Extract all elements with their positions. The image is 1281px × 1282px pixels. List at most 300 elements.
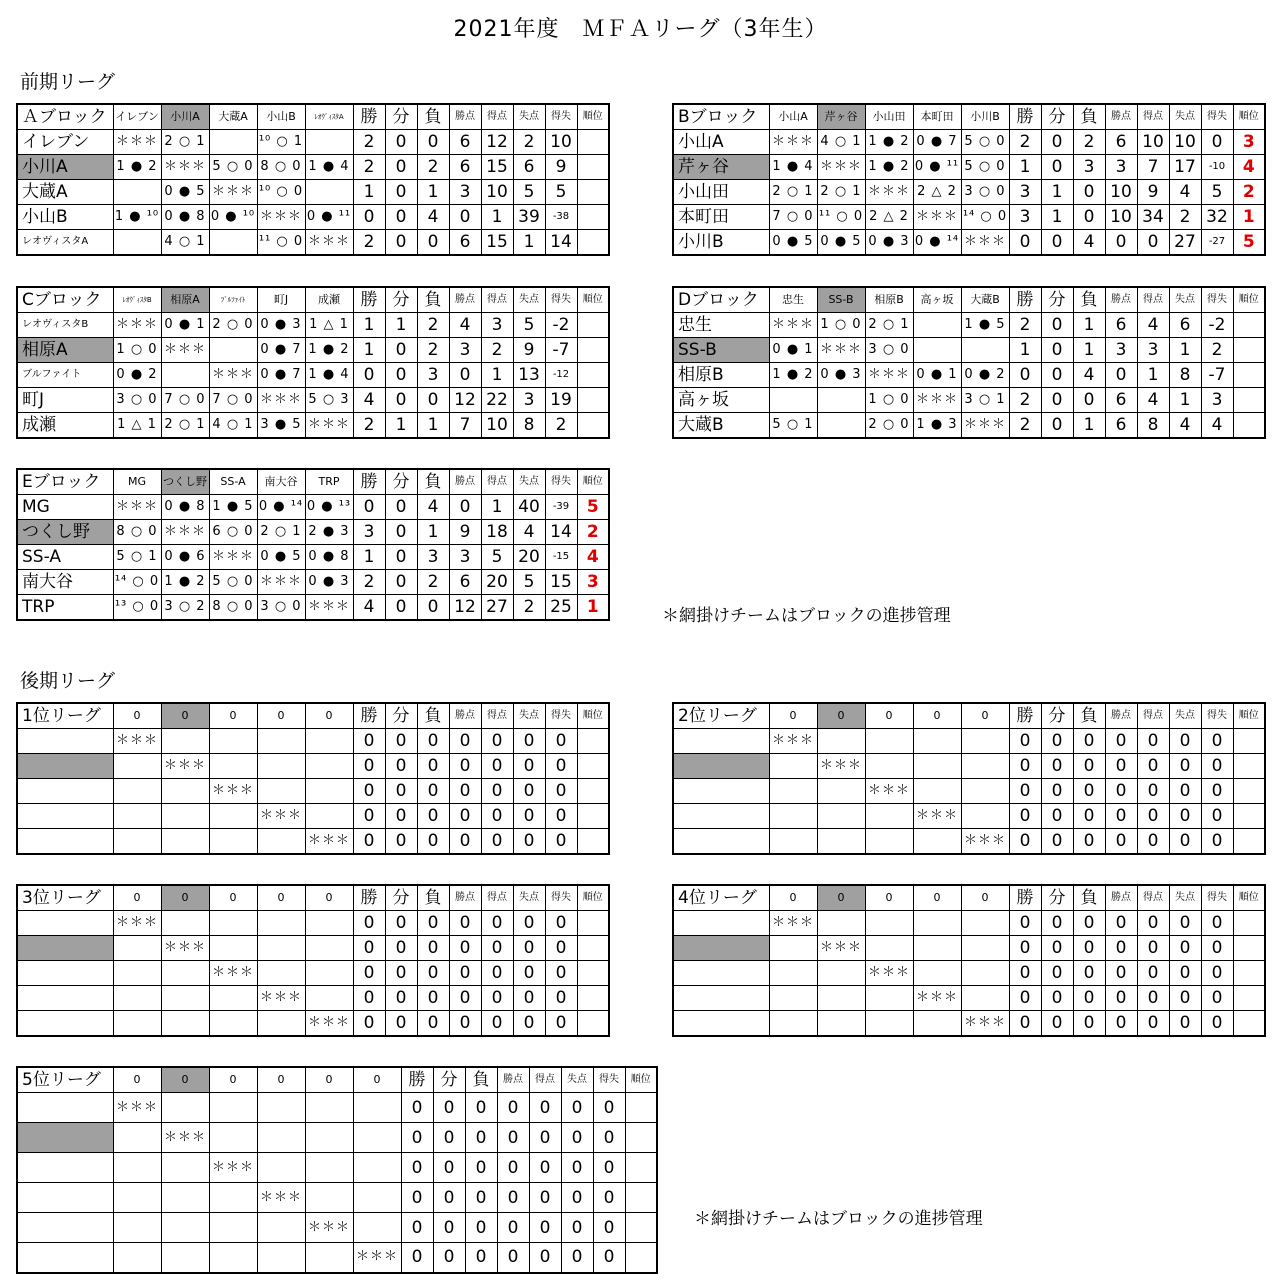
stat-value: 2 xyxy=(513,595,545,621)
stat-value: 0 xyxy=(529,1183,561,1213)
team-name xyxy=(673,829,769,855)
stat-value: 8 xyxy=(1137,413,1169,439)
stat-value: 3 xyxy=(449,545,481,570)
stat-header: 順位 xyxy=(577,703,609,729)
stat-value: 0 xyxy=(1105,363,1137,388)
match-result xyxy=(113,1011,161,1037)
stat-value: 0 xyxy=(481,1011,513,1037)
match-result: 1 ● 4 xyxy=(305,363,353,388)
stat-value xyxy=(577,804,609,829)
stat-value: 6 xyxy=(1105,130,1137,155)
stat-value: 0 xyxy=(1201,1011,1233,1037)
match-result: ＊＊＊ xyxy=(913,986,961,1011)
stat-value: 1 xyxy=(1073,338,1105,363)
stat-header: 勝点 xyxy=(1105,703,1137,729)
block-title: 5位リーグ xyxy=(17,1067,113,1093)
stat-value xyxy=(1233,779,1265,804)
match-result: 0 ● 1 xyxy=(769,338,817,363)
match-result xyxy=(913,961,961,986)
match-result xyxy=(209,1011,257,1037)
stat-header: 順位 xyxy=(577,104,609,130)
stat-value: 0 xyxy=(1169,804,1201,829)
stat-value: -10 xyxy=(1201,155,1233,180)
column-header: 0 xyxy=(257,1067,305,1093)
match-result: 5 ○ 0 xyxy=(209,570,257,595)
match-result xyxy=(305,961,353,986)
stat-value: 4 xyxy=(513,520,545,545)
stat-value: 12 xyxy=(481,130,513,155)
stat-value: 27 xyxy=(1169,230,1201,256)
table-row xyxy=(17,1123,657,1153)
match-result xyxy=(113,1153,161,1183)
column-header: TRP xyxy=(305,469,353,495)
column-header: 0 xyxy=(209,1067,257,1093)
second-half-league-3 xyxy=(16,884,610,1037)
stat-value: 0 xyxy=(401,1183,433,1213)
stat-value: 0 xyxy=(401,1243,433,1273)
stat-value: 0 xyxy=(593,1183,625,1213)
stat-value: 2 xyxy=(417,313,449,338)
team-name: 南大谷 xyxy=(17,570,113,595)
table-row xyxy=(673,313,1265,338)
stat-header: 得点 xyxy=(1137,287,1169,313)
stat-value: 0 xyxy=(481,829,513,855)
stat-value: 0 xyxy=(497,1093,529,1123)
match-result: ＊＊＊ xyxy=(865,961,913,986)
stat-value: 0 xyxy=(1073,829,1105,855)
stat-value: 0 xyxy=(1169,729,1201,754)
match-result xyxy=(353,1213,401,1243)
stat-value: 0 xyxy=(465,1183,497,1213)
stat-value: 0 xyxy=(417,829,449,855)
team-name xyxy=(17,729,113,754)
stat-value: 2 xyxy=(353,130,385,155)
match-result xyxy=(257,911,305,936)
stat-value: 0 xyxy=(449,804,481,829)
stat-value: 0 xyxy=(1137,1011,1169,1037)
match-result: ＊＊＊ xyxy=(817,155,865,180)
stat-value: 0 xyxy=(593,1153,625,1183)
stat-value: 0 xyxy=(449,1011,481,1037)
stat-value: 0 xyxy=(353,495,385,520)
match-result xyxy=(161,986,209,1011)
stat-value: 10 xyxy=(1137,130,1169,155)
stat-value: 2 xyxy=(1073,130,1105,155)
stat-value: 0 xyxy=(545,986,577,1011)
match-result xyxy=(113,804,161,829)
stat-value: 4 xyxy=(1201,413,1233,439)
stat-value: 2 xyxy=(353,230,385,256)
column-header: 0 xyxy=(113,885,161,911)
stat-value: 2 xyxy=(545,413,577,439)
match-result xyxy=(257,779,305,804)
stat-value: 0 xyxy=(1105,804,1137,829)
table-row xyxy=(17,961,609,986)
match-result: 0 ● 8 xyxy=(161,205,209,230)
stat-value: 0 xyxy=(353,1011,385,1037)
stat-value: 0 xyxy=(353,936,385,961)
team-name: ブルファイト xyxy=(17,363,113,388)
match-result: 0 ● 5 xyxy=(161,180,209,205)
stat-value: 6 xyxy=(1105,313,1137,338)
table-row xyxy=(673,936,1265,961)
stat-header: 負 xyxy=(1073,287,1105,313)
match-result xyxy=(209,130,257,155)
table-row xyxy=(17,313,609,338)
stat-value: 0 xyxy=(529,1093,561,1123)
table-row xyxy=(17,1093,657,1123)
match-result xyxy=(305,130,353,155)
stat-value xyxy=(1233,754,1265,779)
stat-header: 分 xyxy=(1041,703,1073,729)
match-result xyxy=(913,911,961,936)
table-row xyxy=(673,986,1265,1011)
stat-header: 得失 xyxy=(1201,703,1233,729)
stat-value xyxy=(1233,388,1265,413)
match-result: 2 ○ 1 xyxy=(161,130,209,155)
stat-value: 2 xyxy=(1009,130,1041,155)
match-result xyxy=(113,986,161,1011)
stat-value: 0 xyxy=(1073,180,1105,205)
stat-value: 0 xyxy=(385,495,417,520)
match-result: 4 ○ 1 xyxy=(817,130,865,155)
stat-value: 40 xyxy=(513,495,545,520)
stat-value: 0 xyxy=(401,1123,433,1153)
match-result: ¹¹ ○ 0 xyxy=(817,205,865,230)
match-result: 8 ○ 0 xyxy=(257,155,305,180)
stat-value: 0 xyxy=(1137,829,1169,855)
stat-header: 分 xyxy=(1041,287,1073,313)
stat-value: 0 xyxy=(593,1093,625,1123)
stat-value: 0 xyxy=(385,205,417,230)
match-result: 3 ○ 2 xyxy=(161,595,209,621)
stat-value: 10 xyxy=(1105,205,1137,230)
match-result xyxy=(161,1183,209,1213)
stat-value: 0 xyxy=(1105,779,1137,804)
table-row xyxy=(17,155,609,180)
column-header: 0 xyxy=(961,703,1009,729)
stat-value: 0 xyxy=(1041,754,1073,779)
stat-value: 1 xyxy=(577,595,609,621)
match-result: 2 ○ 1 xyxy=(257,520,305,545)
team-name xyxy=(673,936,769,961)
match-result xyxy=(961,936,1009,961)
match-result xyxy=(817,779,865,804)
stat-header: 分 xyxy=(385,885,417,911)
stat-value: 0 xyxy=(513,911,545,936)
stat-value: 3 xyxy=(449,338,481,363)
column-header: 0 xyxy=(113,1067,161,1093)
stat-value: 0 xyxy=(385,829,417,855)
stat-value: 2 xyxy=(1201,338,1233,363)
stat-value: 3 xyxy=(417,363,449,388)
stat-value: 0 xyxy=(1073,986,1105,1011)
team-name: 忠生 xyxy=(673,313,769,338)
stat-value: 0 xyxy=(1201,829,1233,855)
match-result: 0 ● ¹¹ xyxy=(305,205,353,230)
team-name: 高ヶ坂 xyxy=(673,388,769,413)
stat-value: 1 xyxy=(1041,180,1073,205)
match-result xyxy=(865,986,913,1011)
stat-value: 0 xyxy=(529,1243,561,1273)
column-header: ﾌﾞﾙﾌｧｲﾄ xyxy=(209,287,257,313)
stat-value: 0 xyxy=(1041,413,1073,439)
stat-value: 0 xyxy=(1201,911,1233,936)
stat-value: 0 xyxy=(1201,130,1233,155)
stat-header: 勝 xyxy=(353,104,385,130)
stat-value: 1 xyxy=(481,363,513,388)
column-header: 0 xyxy=(865,703,913,729)
match-result: 2 ○ 0 xyxy=(209,313,257,338)
stat-value: -39 xyxy=(545,495,577,520)
stat-value: 0 xyxy=(529,1123,561,1153)
stat-value: 0 xyxy=(481,804,513,829)
match-result xyxy=(913,729,961,754)
match-result xyxy=(209,729,257,754)
second-half-league-1 xyxy=(16,702,610,855)
stat-value: 0 xyxy=(433,1183,465,1213)
match-result xyxy=(209,1093,257,1123)
stat-value: 0 xyxy=(1041,729,1073,754)
column-header: 0 xyxy=(913,885,961,911)
stat-value: 4 xyxy=(1073,363,1105,388)
table-row xyxy=(17,1011,609,1037)
stat-value: 0 xyxy=(385,911,417,936)
stat-header: 負 xyxy=(417,104,449,130)
match-result xyxy=(209,338,257,363)
match-result xyxy=(769,986,817,1011)
match-result xyxy=(305,986,353,1011)
stat-value: 0 xyxy=(1009,986,1041,1011)
stat-value: 0 xyxy=(449,961,481,986)
stat-value: 4 xyxy=(353,388,385,413)
second-half-heading: 後期リーグ xyxy=(20,670,116,692)
stat-header: 勝 xyxy=(353,469,385,495)
stat-header: 負 xyxy=(1073,885,1105,911)
stat-value: 6 xyxy=(449,155,481,180)
shade-note-2: ＊網掛けチームはブロックの進捗管理 xyxy=(694,1209,983,1229)
stat-value: 0 xyxy=(1041,986,1073,1011)
stat-value xyxy=(1233,313,1265,338)
stat-value: 0 xyxy=(385,595,417,621)
table-row xyxy=(17,388,609,413)
stat-value: 0 xyxy=(561,1183,593,1213)
stat-value xyxy=(577,936,609,961)
match-result xyxy=(161,1153,209,1183)
stat-value: 1 xyxy=(481,205,513,230)
match-result: 1 ● 3 xyxy=(913,413,961,439)
block-title: Bブロック xyxy=(673,104,769,130)
match-result xyxy=(769,779,817,804)
stat-value: 0 xyxy=(545,779,577,804)
first-half-block-2 xyxy=(672,103,1266,256)
stat-value: 0 xyxy=(1137,729,1169,754)
stat-value: 3 xyxy=(481,313,513,338)
match-result xyxy=(209,1123,257,1153)
column-header: 高ヶ坂 xyxy=(913,287,961,313)
match-result xyxy=(913,829,961,855)
table-row xyxy=(17,936,609,961)
table-row xyxy=(673,388,1265,413)
stat-value xyxy=(1233,961,1265,986)
match-result: 0 ● ¹¹ xyxy=(913,155,961,180)
column-header: 0 xyxy=(865,885,913,911)
table-row xyxy=(673,205,1265,230)
stat-value: 6 xyxy=(449,130,481,155)
match-result: ＊＊＊ xyxy=(209,961,257,986)
match-result: 2 ○ 1 xyxy=(161,413,209,439)
team-name: MG xyxy=(17,495,113,520)
match-result xyxy=(305,936,353,961)
match-result xyxy=(257,1153,305,1183)
stat-header: 得失 xyxy=(545,703,577,729)
stat-value: 2 xyxy=(1009,313,1041,338)
stat-value: 0 xyxy=(1073,961,1105,986)
match-result: ＊＊＊ xyxy=(209,779,257,804)
stat-value: 2 xyxy=(417,155,449,180)
stat-value xyxy=(577,754,609,779)
stat-value: 5 xyxy=(513,570,545,595)
stat-value: 0 xyxy=(417,729,449,754)
stat-value: 0 xyxy=(433,1213,465,1243)
block-title: Ａブロック xyxy=(17,104,113,130)
team-name xyxy=(17,829,113,855)
column-header: 0 xyxy=(769,885,817,911)
match-result: 0 ● 3 xyxy=(865,230,913,256)
stat-value: 34 xyxy=(1137,205,1169,230)
stat-value: 1 xyxy=(417,180,449,205)
stat-value: 0 xyxy=(1073,1011,1105,1037)
team-name xyxy=(673,729,769,754)
team-name: 町J xyxy=(17,388,113,413)
stat-value: 0 xyxy=(465,1123,497,1153)
stat-value: 0 xyxy=(481,779,513,804)
match-result xyxy=(817,804,865,829)
stat-value: 14 xyxy=(545,520,577,545)
column-header: 0 xyxy=(961,885,1009,911)
stat-header: 失点 xyxy=(1169,703,1201,729)
column-header: 0 xyxy=(305,1067,353,1093)
stat-value: 0 xyxy=(1009,779,1041,804)
stat-value xyxy=(577,413,609,439)
column-header: MG xyxy=(113,469,161,495)
stat-value xyxy=(577,388,609,413)
stat-value: 2 xyxy=(353,413,385,439)
stat-value: 0 xyxy=(1009,911,1041,936)
stat-header: 失点 xyxy=(561,1067,593,1093)
stat-value: 0 xyxy=(385,230,417,256)
match-result: ＊＊＊ xyxy=(913,205,961,230)
match-result xyxy=(961,779,1009,804)
stat-value: 1 xyxy=(353,545,385,570)
stat-value: 0 xyxy=(513,936,545,961)
match-result: ＊＊＊ xyxy=(209,363,257,388)
stat-value: 2 xyxy=(481,338,513,363)
stat-value: 0 xyxy=(481,754,513,779)
column-header: 0 xyxy=(161,703,209,729)
match-result xyxy=(257,1123,305,1153)
stat-value: 1 xyxy=(1073,313,1105,338)
stat-value: 0 xyxy=(449,495,481,520)
block-title: Eブロック xyxy=(17,469,113,495)
stat-value xyxy=(625,1093,657,1123)
match-result: 2 ○ 1 xyxy=(865,313,913,338)
stat-value: 0 xyxy=(417,1011,449,1037)
stat-value: 0 xyxy=(1009,829,1041,855)
stat-value: 0 xyxy=(545,911,577,936)
match-result: 0 ● 6 xyxy=(161,545,209,570)
team-name: 本町田 xyxy=(673,205,769,230)
column-header: 0 xyxy=(209,885,257,911)
stat-value: 3 xyxy=(417,545,449,570)
stat-value: 0 xyxy=(1105,936,1137,961)
match-result: ＊＊＊ xyxy=(865,363,913,388)
team-name: 大蔵B xyxy=(673,413,769,439)
team-name xyxy=(17,936,113,961)
match-result xyxy=(209,230,257,256)
stat-header: 得点 xyxy=(481,287,513,313)
stat-value: 0 xyxy=(481,936,513,961)
stat-value: 20 xyxy=(513,545,545,570)
column-header: 0 xyxy=(913,703,961,729)
stat-value: 3 xyxy=(1073,155,1105,180)
stat-value: 0 xyxy=(481,961,513,986)
stat-value xyxy=(577,205,609,230)
stat-value: 0 xyxy=(385,520,417,545)
table-row xyxy=(17,570,609,595)
match-result xyxy=(257,754,305,779)
stat-value: 0 xyxy=(1137,936,1169,961)
stat-value: 0 xyxy=(1009,961,1041,986)
stat-header: 勝 xyxy=(401,1067,433,1093)
stat-value: -38 xyxy=(545,205,577,230)
stat-header: 順位 xyxy=(577,469,609,495)
stat-header: 勝点 xyxy=(1105,104,1137,130)
stat-value: 0 xyxy=(353,363,385,388)
match-result: ＊＊＊ xyxy=(305,595,353,621)
stat-value: 4 xyxy=(417,205,449,230)
table-row xyxy=(17,779,609,804)
stat-value xyxy=(625,1243,657,1273)
stat-value: 0 xyxy=(353,754,385,779)
stat-value: 0 xyxy=(385,779,417,804)
column-header: 0 xyxy=(209,703,257,729)
table-row xyxy=(673,729,1265,754)
match-result: ＊＊＊ xyxy=(161,1123,209,1153)
stat-value: 0 xyxy=(513,804,545,829)
stat-header: 分 xyxy=(385,703,417,729)
stat-value: 0 xyxy=(481,911,513,936)
stat-value: 1 xyxy=(1169,338,1201,363)
stat-value: 0 xyxy=(513,754,545,779)
stat-value: 3 xyxy=(1105,338,1137,363)
stat-value: 0 xyxy=(417,804,449,829)
stat-header: 得失 xyxy=(1201,287,1233,313)
stat-value: 0 xyxy=(449,363,481,388)
stat-value: 3 xyxy=(513,388,545,413)
stat-value: 0 xyxy=(449,986,481,1011)
match-result: 2 △ 2 xyxy=(865,205,913,230)
table-row xyxy=(17,804,609,829)
stat-value: -2 xyxy=(1201,313,1233,338)
stat-value: 4 xyxy=(1137,388,1169,413)
match-result xyxy=(161,363,209,388)
match-result xyxy=(161,1093,209,1123)
table-row xyxy=(673,413,1265,439)
team-name xyxy=(673,804,769,829)
stat-value xyxy=(577,961,609,986)
table-row xyxy=(673,155,1265,180)
